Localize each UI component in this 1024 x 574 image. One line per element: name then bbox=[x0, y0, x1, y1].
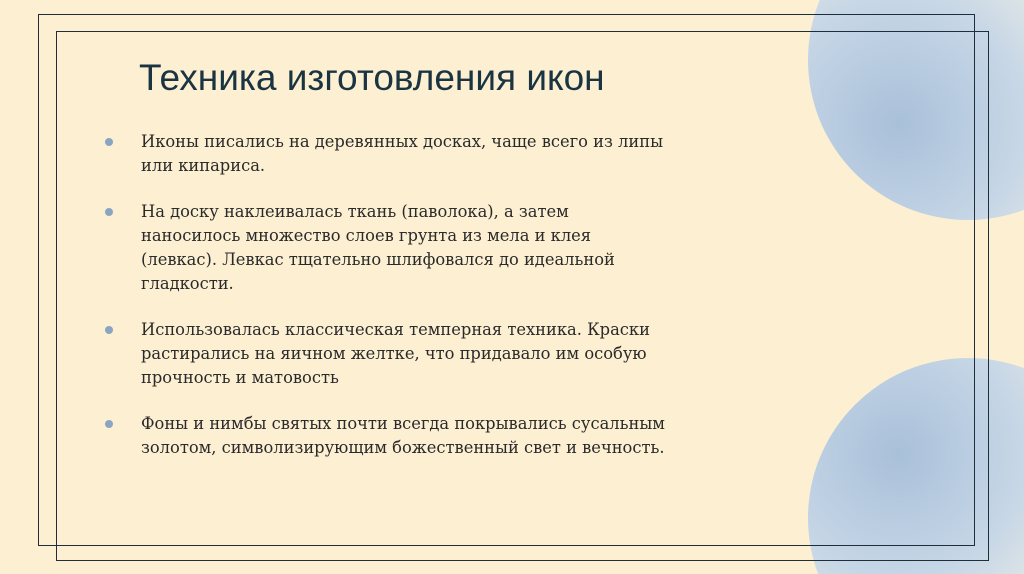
bullet-text: Иконы писались на деревянных досках, чаще всего из липы или кипариса. bbox=[141, 132, 664, 175]
bullet-dot-icon bbox=[105, 420, 113, 428]
bullet-text: Фоны и нимбы святых почти всегда покрывались сусальным золотом, символизирующим божественный свет и вечность. bbox=[141, 414, 665, 457]
bullet-text: На доску наклеивалась ткань (паволока), а затем наносилось множество слоев грунта из мела и клея (левкас). Левкас тщательно шлифовался до идеальной гладкости. bbox=[141, 202, 615, 293]
bullet-item bbox=[105, 412, 665, 460]
bullet-dot-icon bbox=[105, 138, 113, 146]
bullet-item bbox=[105, 318, 665, 390]
bullet-item bbox=[105, 200, 665, 296]
bullet-item bbox=[105, 130, 665, 178]
slide-title: Техника изготовления икон bbox=[139, 57, 605, 98]
bullet-dot-icon bbox=[105, 208, 113, 216]
bullet-dot-icon bbox=[105, 326, 113, 334]
bullet-text: Использовалась классическая темперная техника. Краски растирались на яичном желтке, что придавало им особую прочность и матовость bbox=[141, 320, 650, 387]
bullet-list bbox=[105, 130, 665, 482]
